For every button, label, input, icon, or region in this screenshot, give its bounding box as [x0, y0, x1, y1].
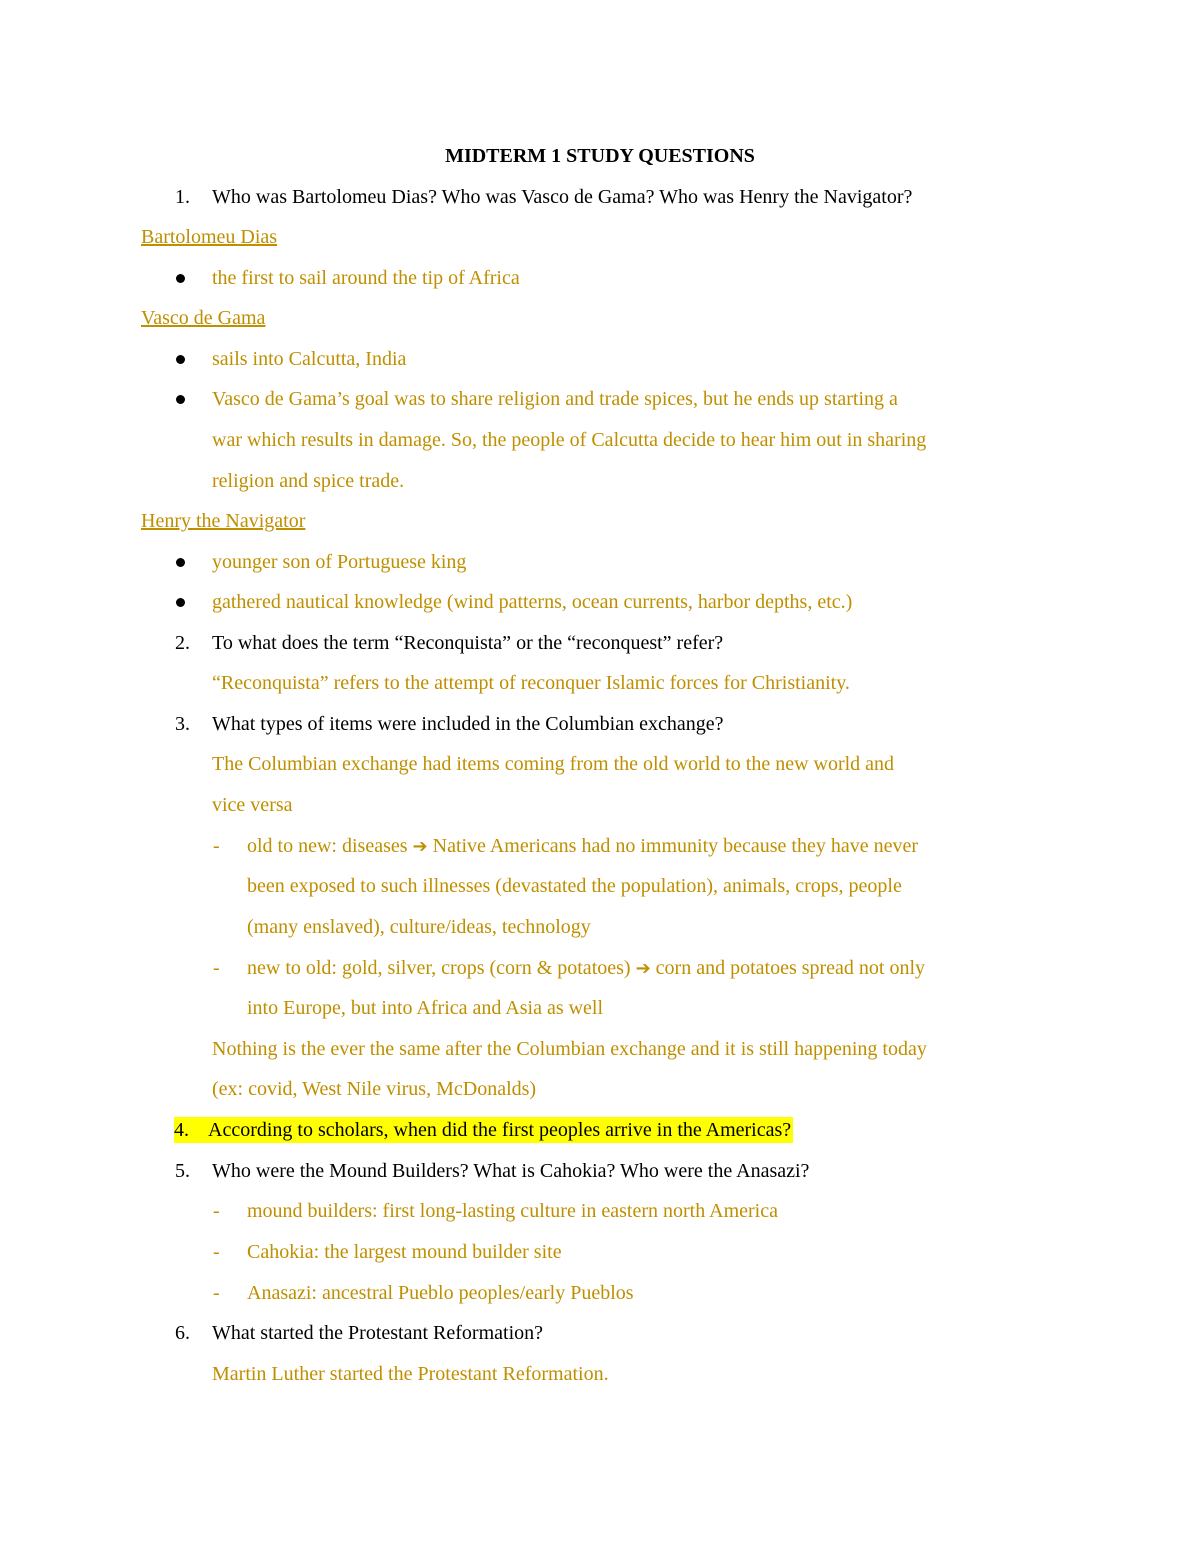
answer-line: vice versa	[212, 794, 293, 816]
list-item: gathered nautical knowledge (wind patterns, ocean currents, harbor depths, etc.)	[212, 591, 853, 613]
list-item: mound builders: first long-lasting culture in eastern north America	[247, 1200, 778, 1222]
question-number: 2.	[175, 632, 190, 654]
question-3-text: What types of items were included in the Columbian exchange?	[212, 713, 724, 735]
list-item-line	[247, 833, 918, 860]
right-arrow-icon: ➔	[635, 958, 651, 979]
list-item: Cahokia: the largest mound builder site	[247, 1241, 562, 1263]
answer-line: (ex: covid, West Nile virus, McDonalds)	[212, 1078, 537, 1100]
bullet-icon	[176, 598, 185, 607]
bullet-icon	[176, 558, 185, 567]
question-1-text: Who was Bartolomeu Dias? Who was Vasco de Gama? Who was Henry the Navigator?	[212, 186, 913, 208]
list-item-line: into Europe, but into Africa and Asia as well	[247, 997, 604, 1019]
highlighted-question-4	[174, 1117, 793, 1143]
bullet-icon	[176, 395, 185, 404]
dash-marker: -	[213, 1200, 220, 1222]
list-item: the first to sail around the tip of Africa	[212, 267, 520, 289]
question-number: 6.	[175, 1322, 190, 1344]
dash-marker: -	[213, 835, 220, 857]
answer-line: Nothing is the ever the same after the Columbian exchange and it is still happening today	[212, 1038, 927, 1060]
answer-line: The Columbian exchange had items coming from the old world to the new world and	[212, 753, 895, 775]
right-arrow-icon: ➔	[412, 836, 428, 857]
dash-marker: -	[213, 1241, 220, 1263]
heading-vasco-de-gama: Vasco de Gama	[141, 307, 266, 329]
list-item: Anasazi: ancestral Pueblo peoples/early Pueblos	[247, 1282, 634, 1304]
heading-henry-the-navigator: Henry the Navigator	[141, 510, 306, 532]
bullet-icon	[176, 355, 185, 364]
question-2-text: To what does the term “Reconquista” or the “reconquest” refer?	[212, 632, 724, 654]
new-to-old-detail: corn and potatoes spread not only	[655, 957, 926, 979]
question-number: 4.	[174, 1119, 189, 1141]
question-4-text: According to scholars, when did the first peoples arrive in the Americas?	[208, 1119, 792, 1141]
question-number: 5.	[175, 1160, 190, 1182]
list-item-line: war which results in damage. So, the people of Calcutta decide to hear him out in sharing	[212, 429, 927, 451]
list-item-line: been exposed to such illnesses (devastated the population), animals, crops, people	[247, 875, 902, 897]
old-to-new-detail: Native Americans had no immunity because they have never	[432, 835, 919, 857]
question-number: 1.	[175, 186, 190, 208]
dash-marker: -	[213, 957, 220, 979]
new-to-old-label: new to old: gold, silver, crops (corn & potatoes)	[247, 957, 631, 979]
bullet-icon	[176, 274, 185, 283]
old-to-new-label: old to new: diseases	[247, 835, 408, 857]
list-item-line	[247, 955, 925, 982]
heading-bartolomeu-dias: Bartolomeu Dias	[141, 226, 278, 248]
document-title: MIDTERM 1 STUDY QUESTIONS	[445, 145, 755, 167]
question-number: 3.	[175, 713, 190, 735]
list-item: sails into Calcutta, India	[212, 348, 407, 370]
list-item: younger son of Portuguese king	[212, 551, 467, 573]
answer-text: Martin Luther started the Protestant Reformation.	[212, 1363, 609, 1385]
list-item-line: (many enslaved), culture/ideas, technology	[247, 916, 591, 938]
answer-text: “Reconquista” refers to the attempt of reconquer Islamic forces for Christianity.	[212, 672, 850, 694]
question-6-text: What started the Protestant Reformation?	[212, 1322, 544, 1344]
list-item-line: religion and spice trade.	[212, 470, 405, 492]
dash-marker: -	[213, 1282, 220, 1304]
list-item-line: Vasco de Gama’s goal was to share religion and trade spices, but he ends up starting a	[212, 388, 898, 410]
question-5-text: Who were the Mound Builders? What is Cahokia? Who were the Anasazi?	[212, 1160, 810, 1182]
